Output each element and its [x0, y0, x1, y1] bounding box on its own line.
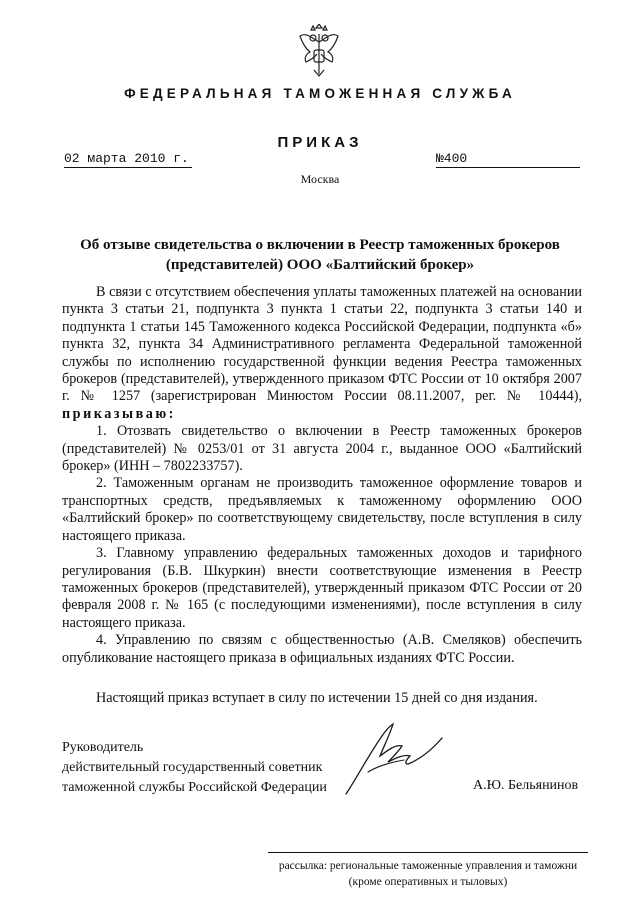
- order-body: [62, 284, 582, 667]
- city: Москва: [300, 172, 340, 186]
- signatory-position-line-2: действительный государственный советник: [62, 760, 323, 775]
- signatory-name: А.Ю. Бельянинов: [473, 778, 579, 793]
- agency-name: ФЕДЕРАЛЬНАЯ ТАМОЖЕННАЯ СЛУЖБА: [124, 86, 516, 101]
- order-item-4: 4. Управлению по связям с общественностью (А.В. Смеляков) обеспечить опубликование настоящего приказа в официальных изданиях ФТС России.: [62, 632, 582, 666]
- russian-coat-of-arms-icon: [296, 24, 342, 78]
- order-title: [70, 235, 570, 275]
- preamble-text: В связи с отсутствием обеспечения уплаты таможенных платежей на основании пункта 3 статьи 21, подпункта 3 пункта 1 статьи 22, подпункта 3 статьи 140 и подпункта 1 статьи 145 Таможенного кодекса Российской Федерации, подпункта «б» пункта 32, пункта 34 Административного регламента Федеральной таможенной службы по исполнению государственной функции ведения Реестра таможенных брокеров (представителей), утвержденного приказом ФТС России от 10 октября 2007 г. № 1257 (зарегистрирован Минюстом России 08.11.2007, рег. № 10444),: [62, 284, 582, 405]
- order-number: №400: [436, 151, 580, 168]
- order-date: 02 марта 2010 г.: [64, 151, 192, 168]
- distribution-line-1: рассылка: региональные таможенные управления и таможни: [278, 860, 578, 872]
- order-title-line-2: (представителей) ООО «Балтийский брокер»: [165, 257, 475, 273]
- order-word: приказываю:: [62, 405, 176, 422]
- order-item-1: 1. Отозвать свидетельство о включении в Реестр таможенных брокеров (представителей) № 0253/01 от 31 августа 2004 г., выданное ООО «Балтийский брокер» (ИНН – 7802233757).: [62, 423, 582, 475]
- distribution-line-2: (кроме оперативных и тыловых): [348, 876, 508, 888]
- signatory-position-line-3: таможенной службы Российской Федерации: [62, 780, 327, 795]
- handwritten-signature: [338, 716, 448, 800]
- preamble-paragraph: [62, 284, 582, 423]
- order-item-2: 2. Таможенным органам не производить таможенное оформление товаров и транспортных средств, предъявляемых к таможенному оформлению ООО «Балтийский брокер» по соответствующему свидетельству, после вступления в силу настоящего приказа.: [62, 475, 582, 544]
- signatory-position: [62, 738, 362, 798]
- document-type: ПРИКАЗ: [277, 134, 363, 151]
- distribution-divider: [268, 852, 588, 853]
- signatory-position-line-1: Руководитель: [62, 740, 144, 755]
- order-title-line-1: Об отзыве свидетельства о включении в Реестр таможенных брокеров: [80, 237, 560, 253]
- effective-date-statement: Настоящий приказ вступает в силу по истечении 15 дней со дня издания.: [96, 690, 538, 706]
- distribution-list: [268, 858, 588, 890]
- order-item-3: 3. Главному управлению федеральных таможенных доходов и тарифного регулирования (Б.В. Шкуркин) внести соответствующие изменения в Реестр таможенных брокеров (представителей), утвержденный приказом ФТС России от 20 февраля 2008 г. № 165 (с последующими изменениями), после вступления в силу настоящего приказа.: [62, 545, 582, 631]
